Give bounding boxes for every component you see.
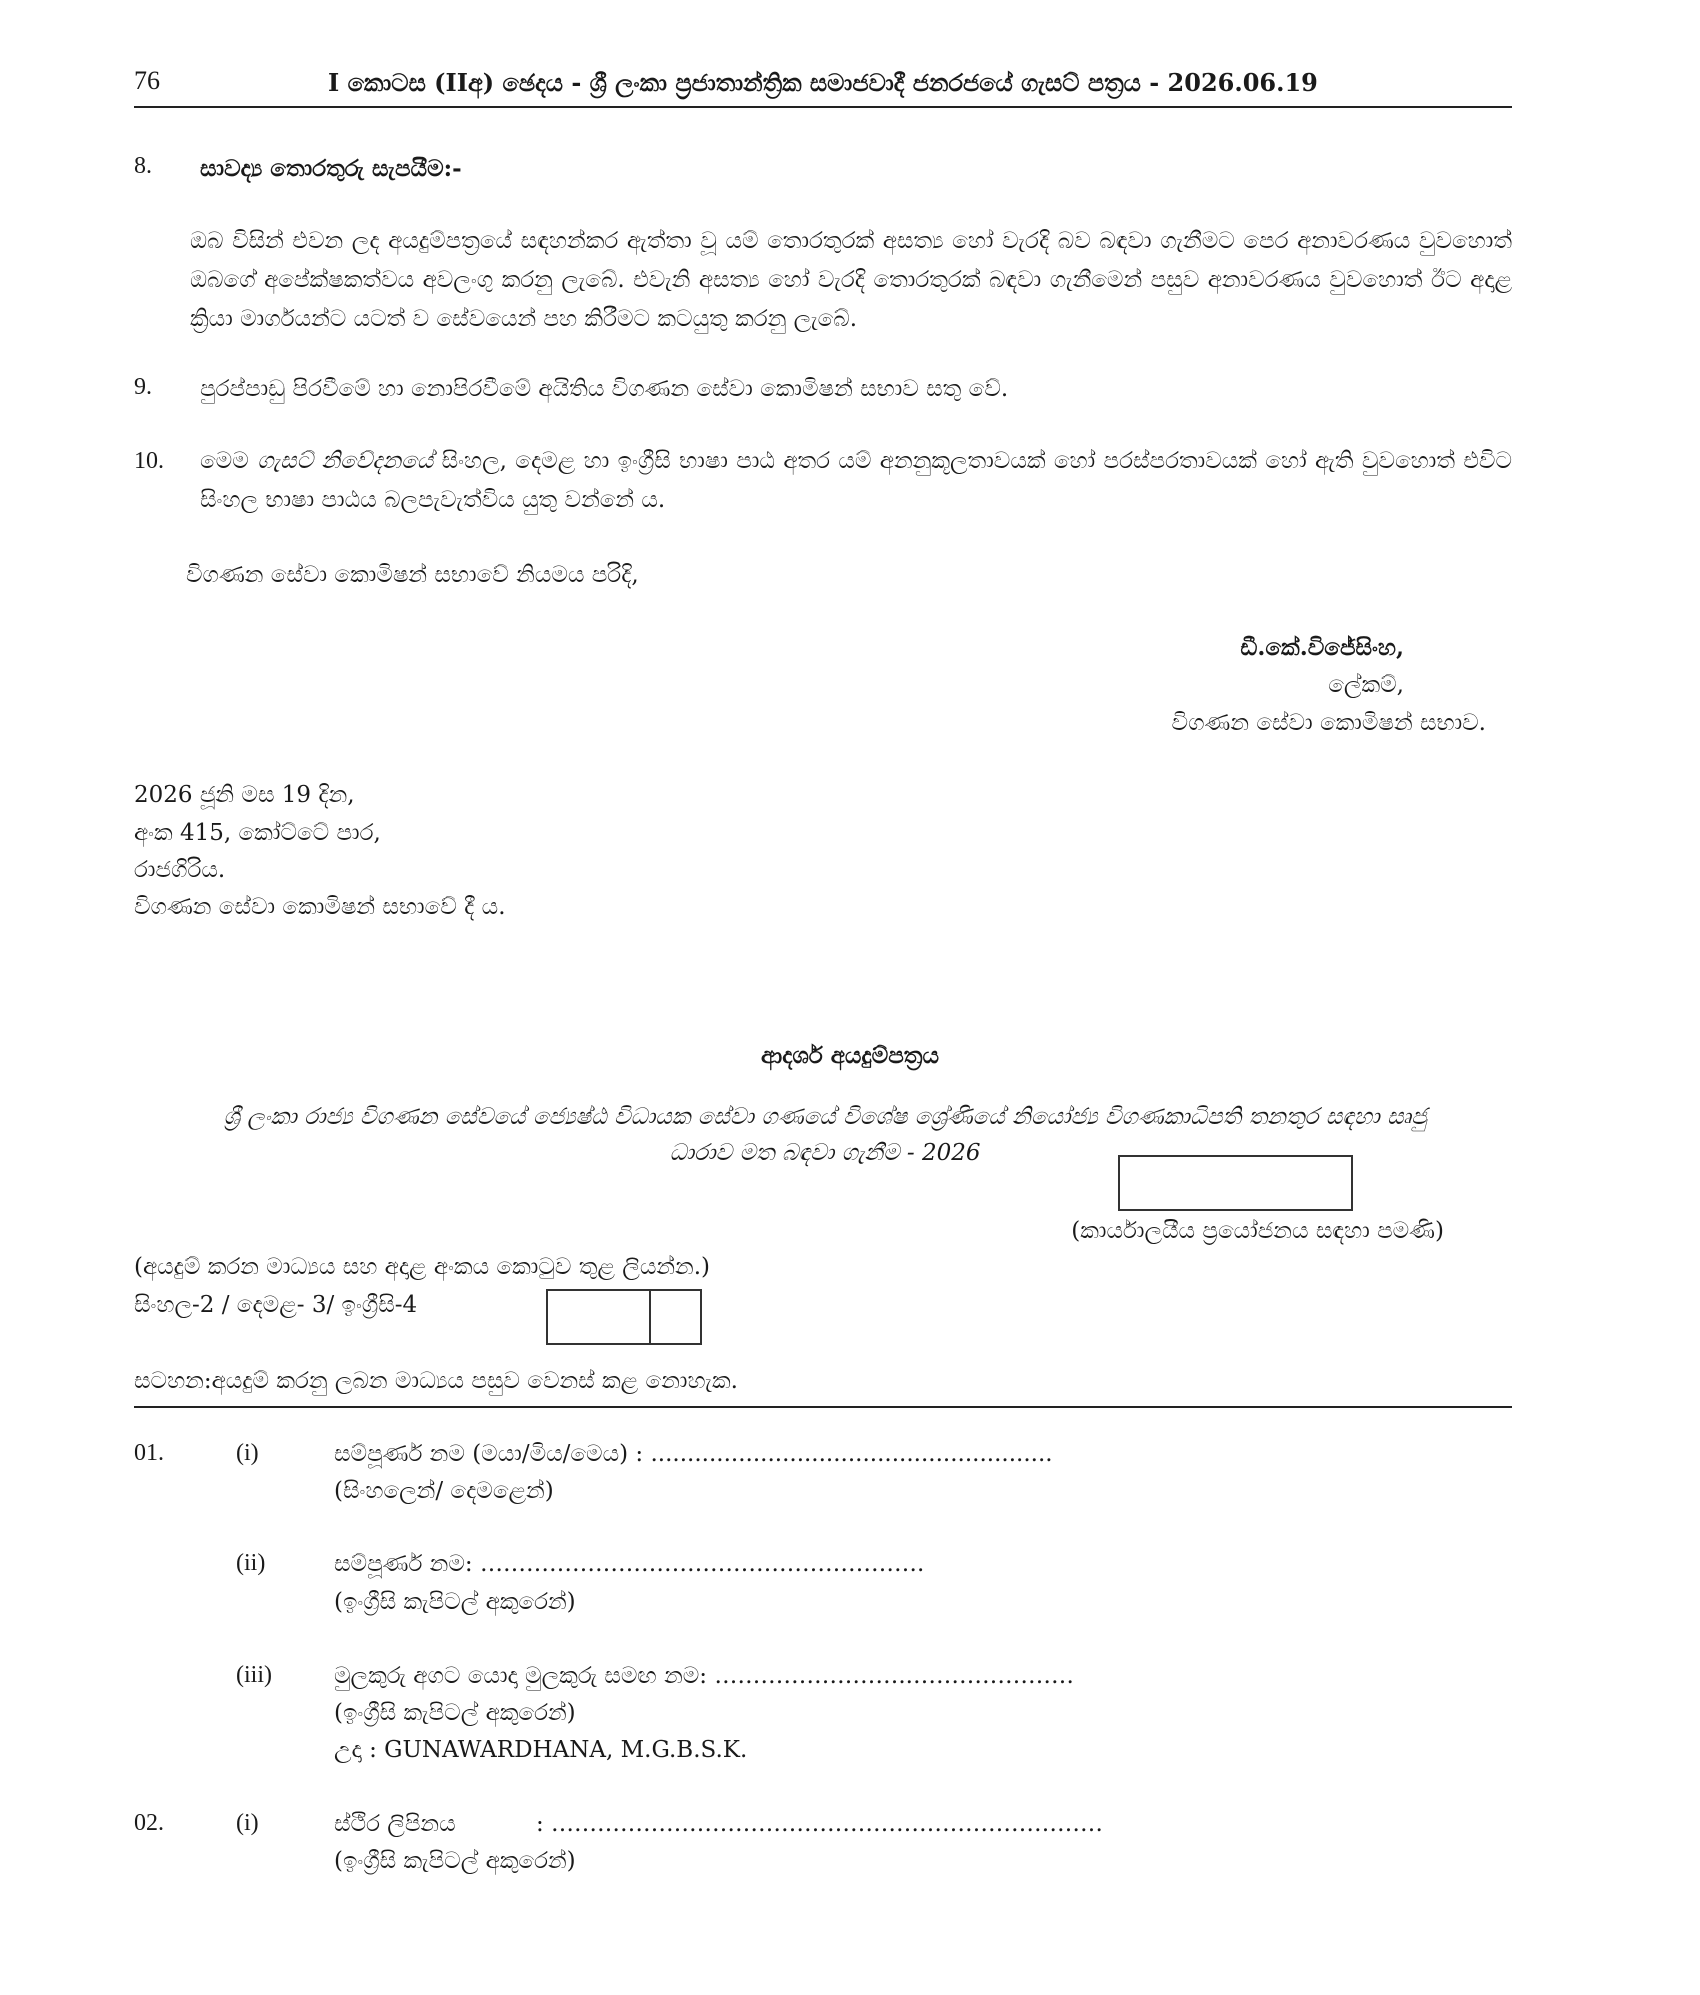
q02-permanent-address-note: (ඉංග්‍රීසි කැපිටල් අකුරෙන්) (334, 1848, 576, 1874)
address-street: අංක 415, කෝට්ටේ පාර, (134, 820, 381, 846)
section-10-body-post: සිංහල, දෙමළ හා ඉංග්‍රීසි භාෂා පාඨ අතර යම් අනනුකූලතාවයක් හෝ පරස්පරතාවයක් හෝ ඇති වුවහොත් එවිට සිංහල භාෂා පාඨය බලපැවැත්විය යුතු වන්නේ ය. (200, 448, 1512, 513)
office-use-label: (කාර්යාලයීය ප්‍රයෝජනය සඳහා පමණි) (1071, 1218, 1444, 1244)
medium-note: සටහන:අයදුම් කරනු ලබන මාධ්‍යය පසුව වෙනස් කළ නොහැක. (134, 1368, 738, 1394)
medium-options: සිංහල-2 / දෙමළ- 3/ ඉංග්‍රීසි-4 (134, 1292, 418, 1318)
section-10-body (200, 442, 1512, 520)
signature-name: ඩී.කේ.විජේසිංහ, (1240, 634, 1404, 661)
section-9-body: පුරප්පාඩු පිරවීමේ හා නොපිරවීමේ අයිතිය විගණන සේවා කොමිෂන් සභාව සතු වේ. (200, 376, 1009, 402)
q02-permanent-address-field[interactable]: : ……………………………………………………………… (536, 1811, 1104, 1837)
q01-name-example: උදා : GUNAWARDHANA, M.G.B.S.K. (334, 1737, 748, 1763)
form-rule (134, 1406, 1512, 1408)
signature-org: විගණන සේවා කොමිෂන් සභාව. (1171, 710, 1486, 736)
q02-permanent-address-label: ස්ථිර ලිපිනය (334, 1811, 456, 1837)
q01-iii-label: (iii) (236, 1662, 272, 1688)
signature-role: ලේකම්, (1328, 672, 1404, 698)
section-8-body: ඔබ විසින් එවන ලද අයදුම්පත්‍රයේ සඳහන්කර ඇත්තා වූ යම් තොරතුරක් අසත්‍ය හෝ වැරදි බව බඳවා ගැනීමට පෙර අනාවරණය වුවහොත් ඔබගේ අපේක්ෂකත්වය අවලංගු කරනු ලැබේ. එවැනි අසත්‍ය හෝ වැරදි තොරතුරක් බඳවා ගැනීමෙන් පසුව අනාවරණය වුවහොත් ඊට අදාළ ක්‍රියා මාර්ගයන්ට යටත් ව සේවයෙන් පහ කිරීමට කටයුතු කරනු ලැබේ. (190, 228, 1512, 332)
medium-input-box[interactable] (546, 1289, 702, 1345)
closing-line: විගණන සේවා කොමිෂන් සභාවේ නියමය පරිදි, (186, 562, 639, 588)
q01-i-label: (i) (236, 1440, 259, 1466)
form-subtitle-line2: ධාරාව මත බඳවා ගැනීම - 2026 (669, 1140, 981, 1166)
page-number: 76 (134, 66, 160, 95)
q02-number: 02. (134, 1810, 164, 1836)
section-10-body-italic: ගැසට් නිවේදනයේ (257, 448, 434, 474)
office-use-box (1118, 1155, 1353, 1211)
address-office: විගණන සේවා කොමිෂන් සභාවේ දී ය. (134, 894, 506, 920)
gazette-header-title: I කොටස (IIඅ) ඡෙදය - ශ්‍රී ලංකා ප්‍රජාතාන්ත්‍රික සමාජවාදී ජනරජයේ ගැසට් පත්‍රය - 2026.06.19 (328, 68, 1318, 97)
header-rule (134, 106, 1512, 108)
medium-box-divider (649, 1291, 651, 1343)
form-subtitle-line1: ශ්‍රී ලංකා රාජ්‍ය විගණන සේවයේ ජ්‍යෙෂ්ඨ විධායක සේවා ගණයේ විශේෂ ශ්‍රේණියේ නියෝජ්‍ය විගණකාධිපති තනතුර සඳහා සෘජු (223, 1104, 1427, 1130)
q01-name-with-initials-note: (ඉංග්‍රීසි කැපිටල් අකුරෙන්) (334, 1700, 576, 1726)
form-heading: ආදර්ශ අයදුම්පත්‍රය (760, 1042, 939, 1069)
medium-instruction: (අයදුම් කරන මාධ්‍යය සහ අදාළ අංකය කොටුව තුළ ලියන්න.) (134, 1254, 710, 1280)
section-10-body-pre: මෙම (200, 448, 258, 474)
q02-i-label: (i) (236, 1810, 259, 1836)
q01-full-name-english-field[interactable]: සම්පූර්ණ නම: …………………………………………………. (334, 1551, 925, 1577)
address-city: රාජගිරිය. (134, 857, 226, 883)
section-9-number: 9. (134, 374, 152, 400)
q01-full-name-note: (සිංහලෙන්/ දෙමළෙන්) (334, 1478, 554, 1504)
q01-ii-label: (ii) (236, 1550, 266, 1576)
section-8-title: සාවද්‍ය තොරතුරු සැපයීම:- (200, 155, 462, 182)
section-10-number: 10. (134, 448, 164, 474)
q01-number: 01. (134, 1440, 164, 1466)
address-date: 2026 ජූනි මස 19 දින, (134, 782, 355, 808)
q01-full-name-english-note: (ඉංග්‍රීසි කැපිටල් අකුරෙන්) (334, 1589, 576, 1615)
q01-full-name-field[interactable]: සම්පූර්ණ නම (මයා/මිය/මෙය) : ....................................................... (334, 1441, 1053, 1467)
q01-name-with-initials-field[interactable]: මුලකුරු අගට යොදා මුලකුරු සමඟ නම: ……………………..………………… (334, 1663, 1074, 1689)
section-8-number: 8. (134, 153, 152, 179)
